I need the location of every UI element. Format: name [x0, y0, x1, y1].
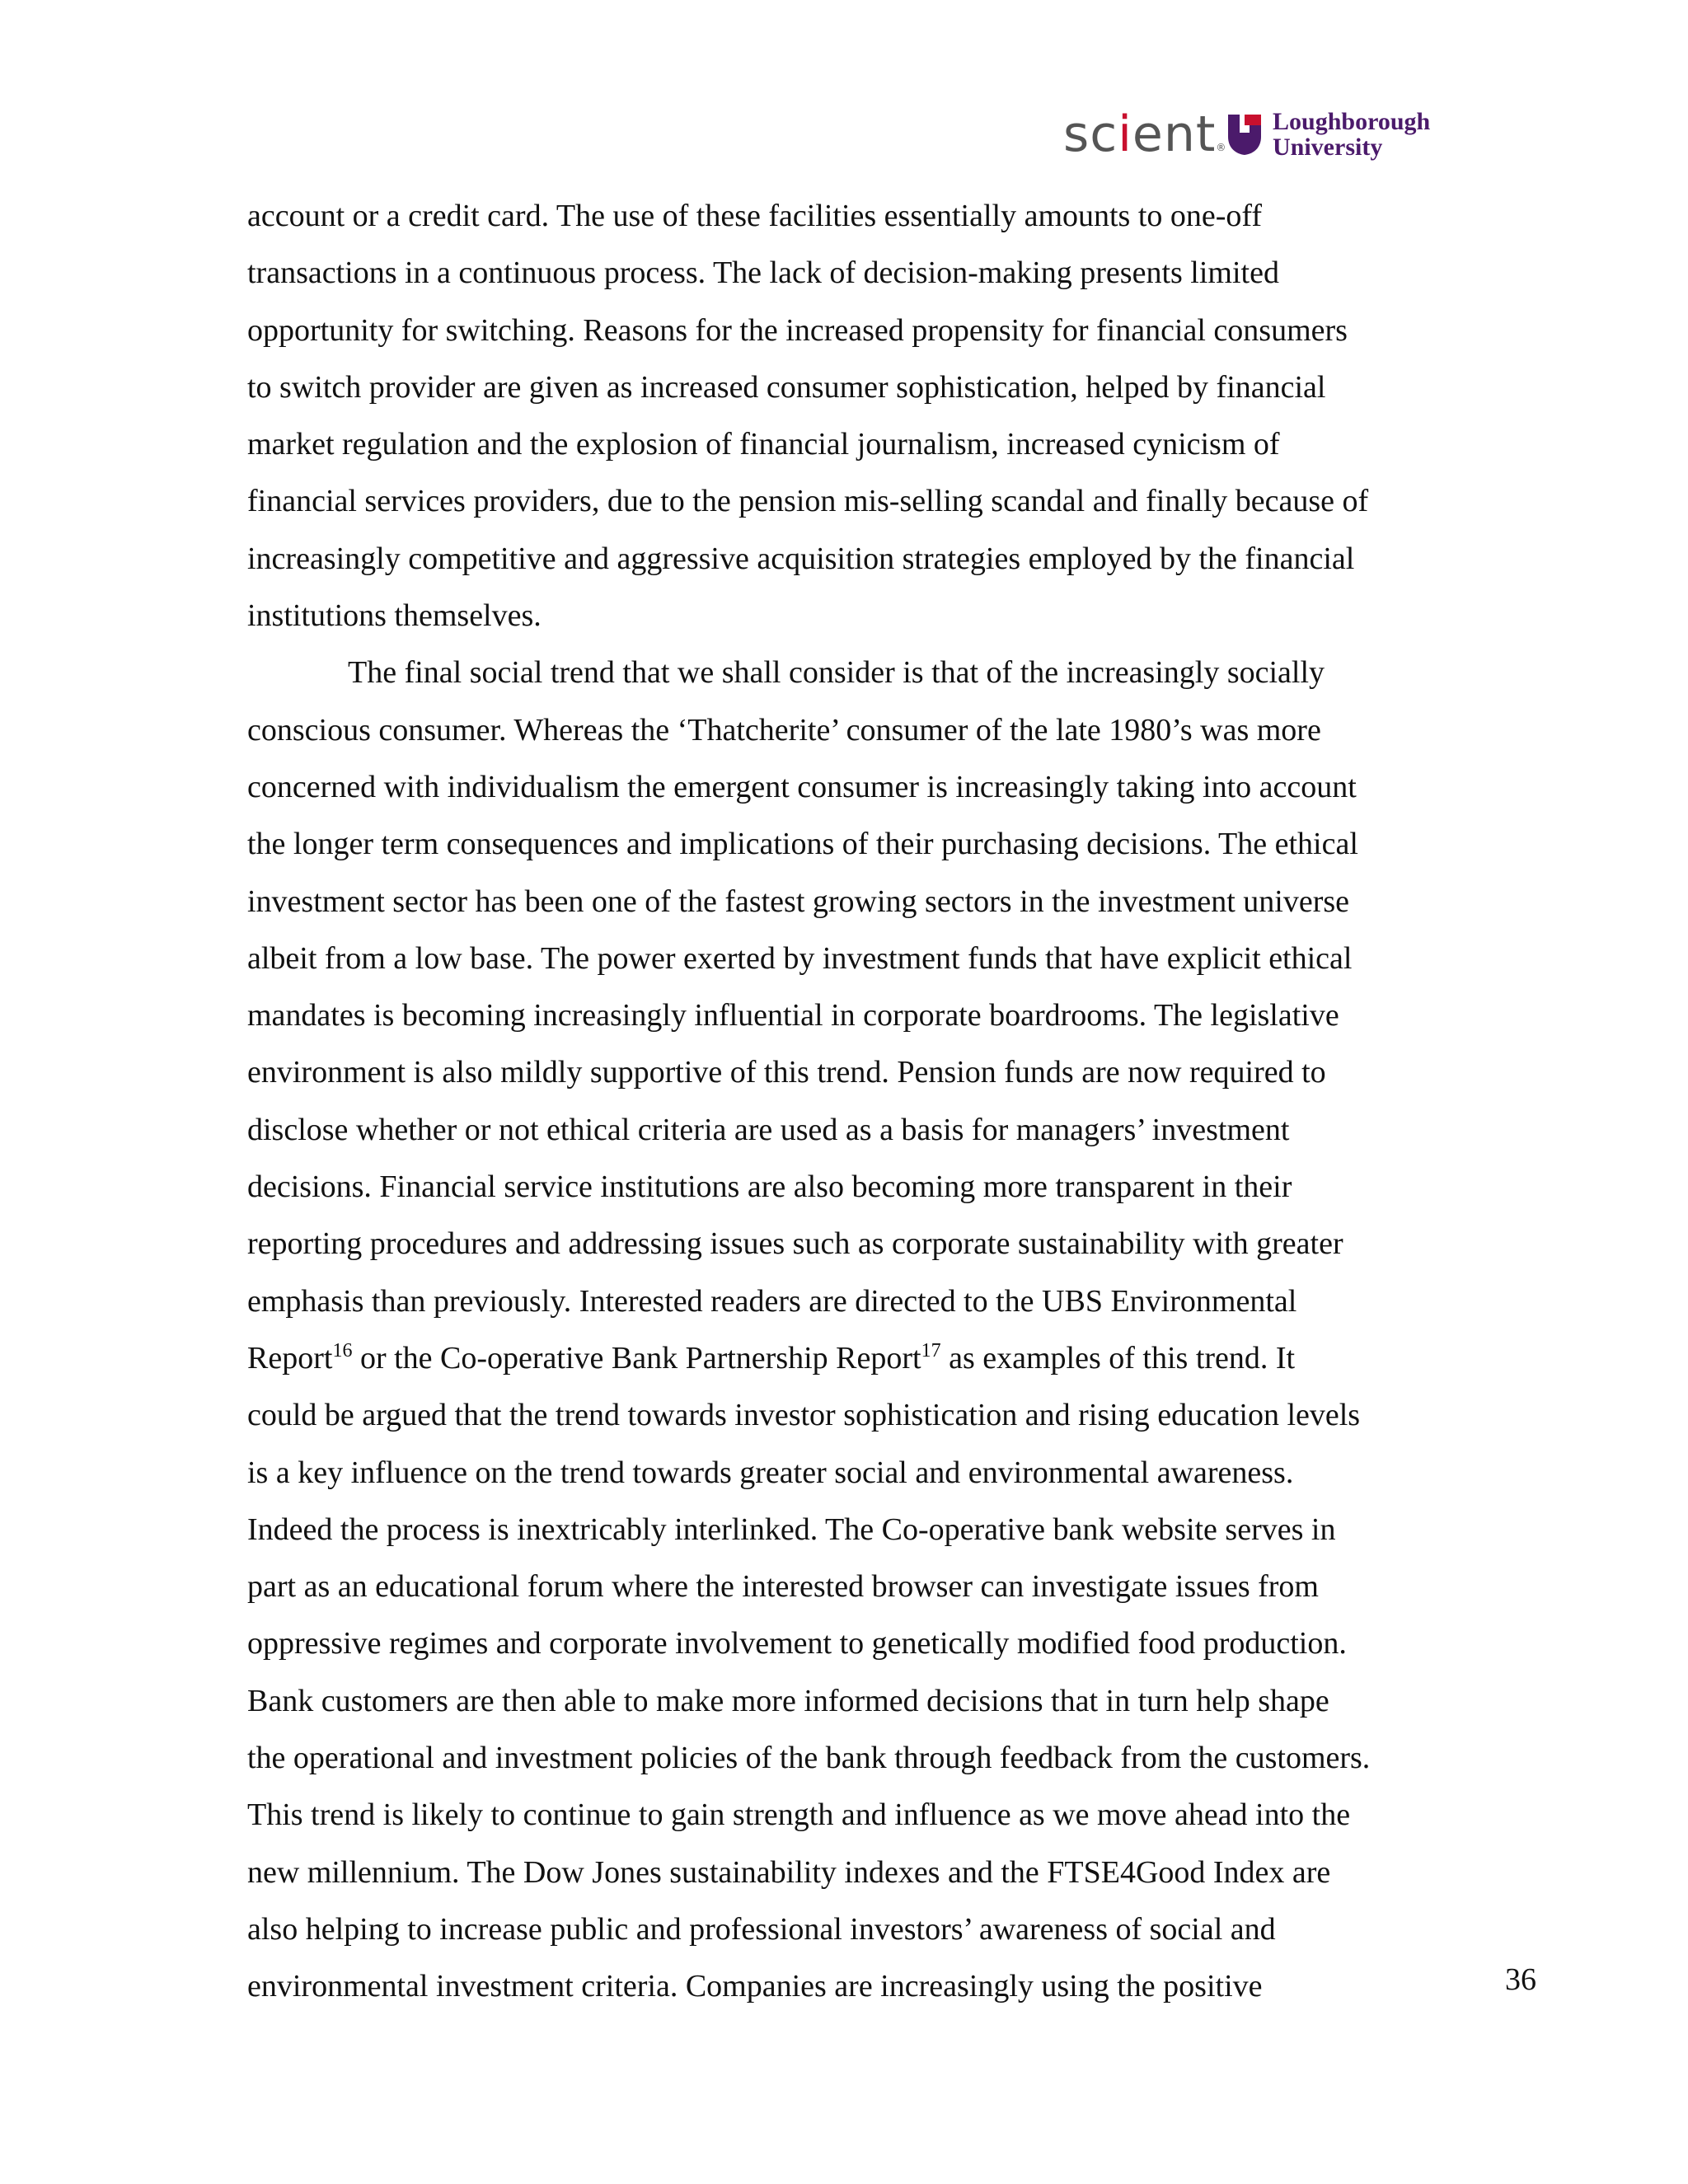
- footnote-ref-17: 17: [921, 1339, 941, 1361]
- text-line: could be argued that the trend towards investor sophistication and rising education levels: [247, 1398, 1361, 1433]
- text-line: also helping to increase public and professional investors’ awareness of social and: [247, 1911, 1276, 1947]
- text-line: investment sector has been one of the fastest growing sectors in the investment universe: [247, 883, 1350, 919]
- page-number: 36: [1505, 1962, 1536, 1997]
- text-line: mandates is becoming increasingly influential in corporate boardrooms. The legislative: [247, 998, 1339, 1033]
- loughborough-shield-icon: [1226, 112, 1264, 157]
- text-line: oppressive regimes and corporate involvement to genetically modified food production.: [247, 1626, 1347, 1661]
- text-line: concerned with individualism the emergent consumer is increasingly taking into account: [247, 769, 1357, 804]
- text-line: market regulation and the explosion of financial journalism, increased cynicism of: [247, 427, 1280, 462]
- text-line: to switch provider are given as increased consumer sophistication, helped by financial: [247, 369, 1326, 405]
- text-line: albeit from a low base. The power exerted by investment funds that have explicit ethical: [247, 940, 1353, 976]
- text-line: Bank customers are then able to make more informed decisions that in turn help shape: [247, 1683, 1329, 1718]
- text-line: institutions themselves.: [247, 598, 542, 634]
- body-text: [247, 188, 1451, 2016]
- text-line: part as an educational forum where the interested browser can investigate issues from: [247, 1569, 1319, 1605]
- text-line: transactions in a continuous process. The lack of decision-making presents limited: [247, 255, 1279, 291]
- text-line: new millennium. The Dow Jones sustainability indexes and the FTSE4Good Index are: [247, 1854, 1331, 1890]
- text-line: emphasis than previously. Interested readers are directed to the UBS Environmental: [247, 1283, 1297, 1319]
- footnote-ref-line: Report$^{16}$ or the Co-operative Bank Partnership Report$^{17}$ as examples of this trend. It: [247, 1339, 1296, 1376]
- scient-logo: scient®: [1063, 105, 1227, 163]
- text-line: decisions. Financial service institutions are also becoming more transparent in their: [247, 1169, 1292, 1205]
- paragraph-start-line: The final social trend that we shall consider is that of the increasingly socially: [348, 655, 1325, 691]
- university-name-line1: Loughborough: [1273, 108, 1431, 135]
- text-line: conscious consumer. Whereas the ‘Thatcherite’ consumer of the late 1980’s was more: [247, 712, 1321, 748]
- text-line: This trend is likely to continue to gain strength and influence as we move ahead into the: [247, 1797, 1351, 1833]
- text-line: the operational and investment policies of the bank through feedback from the customers.: [247, 1741, 1371, 1776]
- text-line: account or a credit card. The use of these facilities essentially amounts to one-off: [247, 199, 1263, 233]
- text-line: increasingly competitive and aggressive acquisition strategies employed by the financial: [247, 541, 1355, 576]
- text-line: disclose whether or not ethical criteria are used as a basis for managers’ investment: [247, 1112, 1290, 1147]
- text-line: Indeed the process is inextricably interlinked. The Co-operative bank website serves in: [247, 1511, 1336, 1547]
- text-line: reporting procedures and addressing issues such as corporate sustainability with greater: [247, 1226, 1343, 1262]
- text-line: is a key influence on the trend towards greater social and environmental awareness.: [247, 1455, 1294, 1490]
- text-line: the longer term consequences and implications of their purchasing decisions. The ethical: [247, 827, 1358, 862]
- text-line: environment is also mildly supportive of this trend. Pension funds are now required to: [247, 1055, 1326, 1090]
- text-line: environmental investment criteria. Companies are increasingly using the positive: [247, 1969, 1263, 2004]
- text-line: financial services providers, due to the pension mis-selling scandal and finally because of: [247, 484, 1369, 519]
- text-line: opportunity for switching. Reasons for the increased propensity for financial consumers: [247, 312, 1348, 348]
- footnote-ref-16: 16: [332, 1339, 353, 1361]
- header-logos: [1063, 105, 1442, 165]
- university-name: [1273, 109, 1430, 160]
- university-name-line2: University: [1273, 134, 1383, 161]
